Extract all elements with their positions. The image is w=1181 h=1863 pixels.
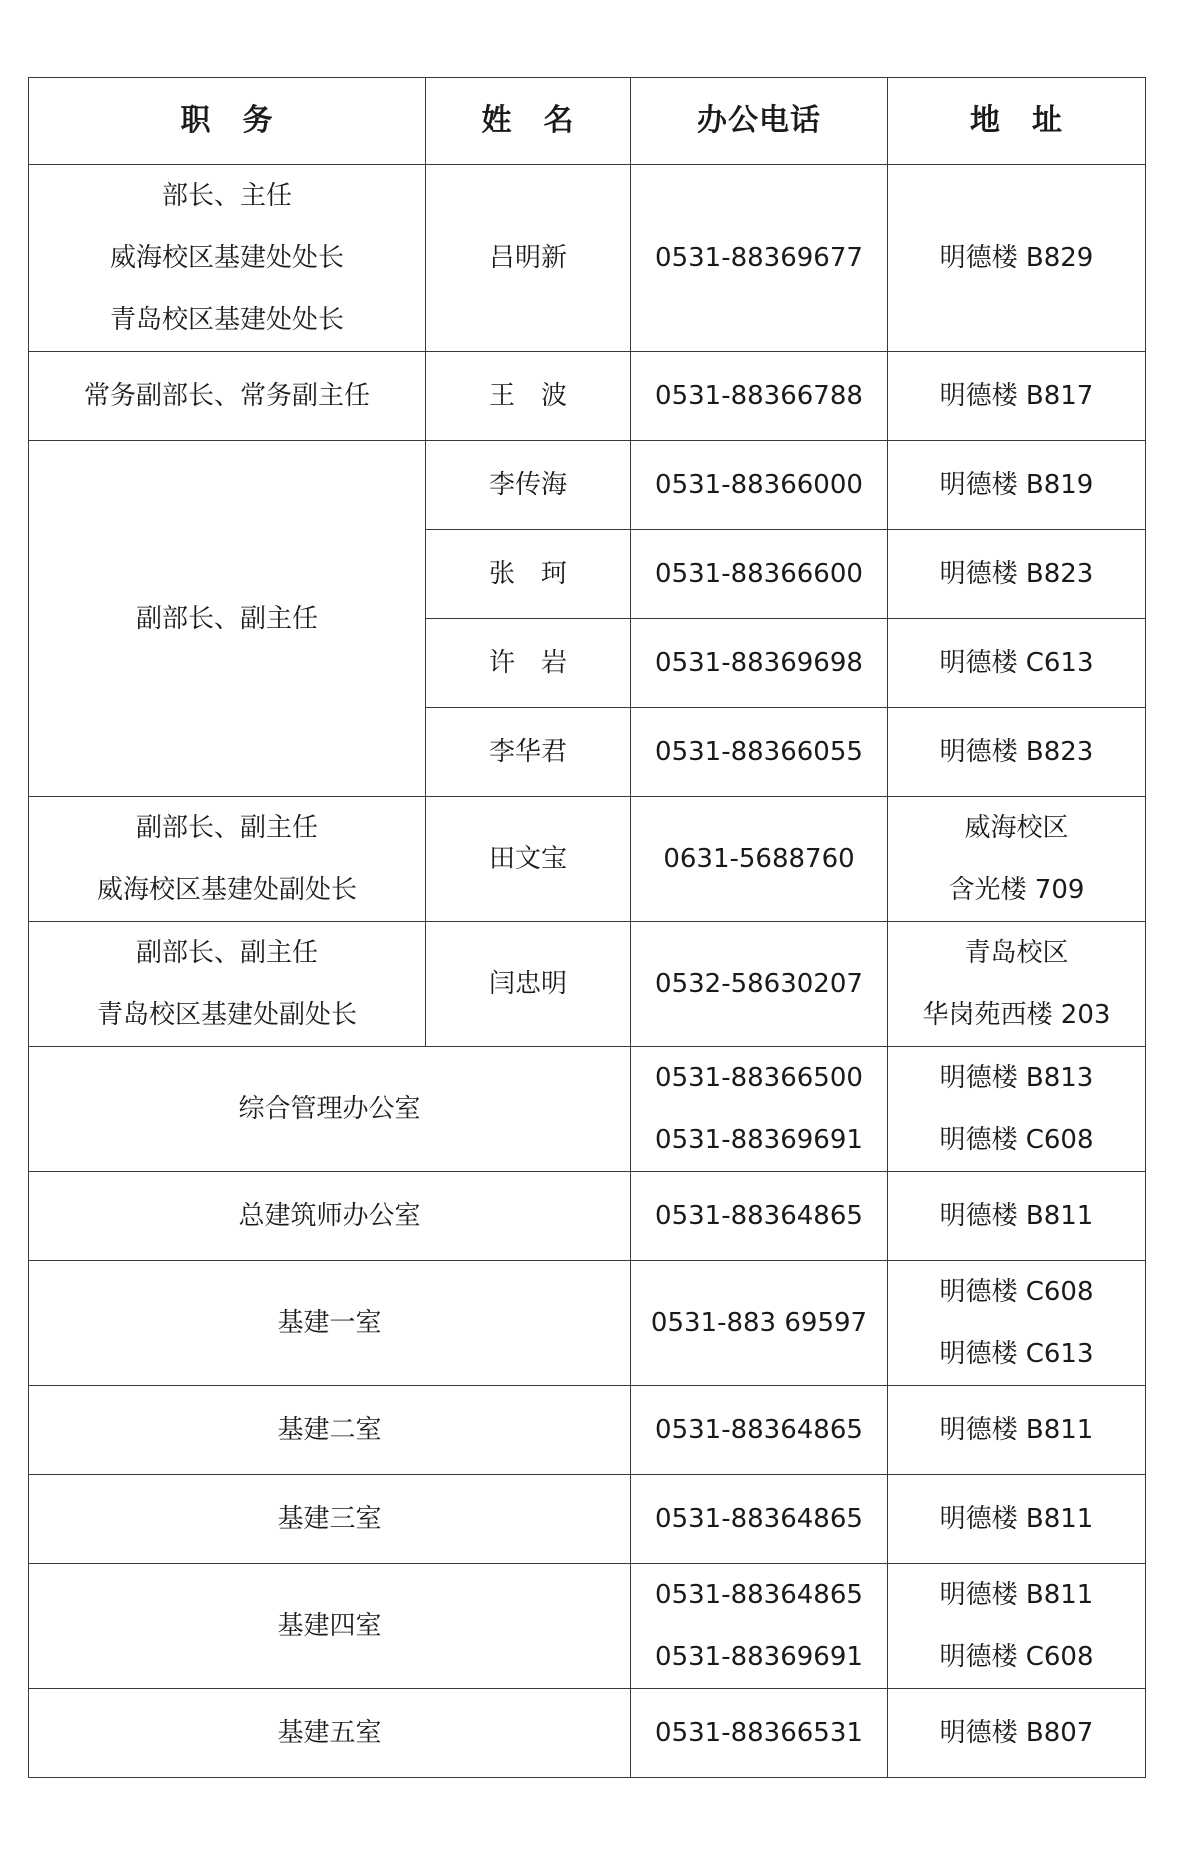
office-cell <box>29 1047 631 1172</box>
table-row <box>29 1172 1146 1261</box>
address-cell-line: 明德楼 C613 <box>939 648 1094 678</box>
phone-cell <box>631 619 888 708</box>
header-position: 职 务 <box>29 78 426 165</box>
address-cell-line: 明德楼 B817 <box>939 381 1094 411</box>
address-cell-line: 明德楼 B823 <box>939 559 1094 589</box>
position-cell-line: 青岛校区基建处处长 <box>109 305 344 335</box>
name-cell-line: 田文宝 <box>488 844 567 874</box>
phone-cell-line: 0531-88369677 <box>655 243 863 273</box>
phone-cell-line: 0631-5688760 <box>663 844 855 874</box>
phone-cell-line: 0531-883 69597 <box>650 1308 868 1338</box>
phone-cell <box>631 1475 888 1564</box>
address-cell <box>888 797 1146 922</box>
phone-cell-line: 0531-88366000 <box>655 470 863 500</box>
phone-cell-line: 0531-88364865 <box>655 1201 863 1231</box>
address-cell <box>888 165 1146 352</box>
office-cell <box>29 1261 631 1386</box>
phone-cell <box>631 1172 888 1261</box>
address-cell-line: 明德楼 B811 <box>939 1201 1094 1231</box>
phone-cell-line: 0531-88366531 <box>655 1718 863 1748</box>
address-cell-line: 明德楼 B811 <box>939 1580 1094 1610</box>
name-cell-line: 吕明新 <box>488 243 567 273</box>
address-cell <box>888 1689 1146 1778</box>
office-cell-line: 基建三室 <box>277 1504 382 1534</box>
table-row <box>29 797 1146 922</box>
address-cell-line: 明德楼 B819 <box>939 470 1094 500</box>
name-cell-line: 王 波 <box>488 381 567 411</box>
address-cell <box>888 530 1146 619</box>
position-cell-line: 部长、主任 <box>161 181 292 211</box>
name-cell <box>426 352 631 441</box>
phone-cell <box>631 1386 888 1475</box>
position-cell-line: 副部长、副主任 <box>135 603 318 634</box>
address-cell-line: 明德楼 C608 <box>939 1125 1094 1155</box>
address-cell-line: 威海校区 <box>964 813 1069 843</box>
office-cell-line: 基建四室 <box>277 1611 382 1641</box>
phone-cell-line: 0531-88369691 <box>655 1642 863 1672</box>
address-cell <box>888 1475 1146 1564</box>
office-cell <box>29 1475 631 1564</box>
office-cell-line: 基建二室 <box>277 1415 382 1445</box>
position-cell-line: 副部长、副主任 <box>135 938 318 968</box>
name-cell <box>426 708 631 797</box>
phone-cell-line: 0531-88366055 <box>655 737 863 767</box>
header-row <box>29 78 1146 165</box>
address-cell-line: 明德楼 C613 <box>939 1339 1094 1369</box>
phone-cell-line: 0531-88369691 <box>655 1125 863 1155</box>
address-cell <box>888 922 1146 1047</box>
name-cell-line: 李华君 <box>488 737 567 767</box>
office-cell-line: 基建五室 <box>277 1718 382 1748</box>
phone-cell <box>631 352 888 441</box>
address-cell-line: 含光楼 709 <box>948 875 1085 905</box>
address-cell-line: 明德楼 B823 <box>939 737 1094 767</box>
phone-cell-line: 0531-88364865 <box>655 1504 863 1534</box>
name-cell <box>426 441 631 530</box>
table-row <box>29 1564 1146 1689</box>
address-cell-line: 青岛校区 <box>964 938 1069 968</box>
address-cell <box>888 708 1146 797</box>
table-row <box>29 922 1146 1047</box>
address-cell-line: 明德楼 B813 <box>939 1063 1094 1093</box>
position-cell-line: 威海校区基建处处长 <box>109 243 344 273</box>
phone-cell <box>631 708 888 797</box>
name-cell-line: 许 岩 <box>488 648 567 678</box>
phone-cell-line: 0531-88366500 <box>655 1063 863 1093</box>
address-cell <box>888 441 1146 530</box>
phone-cell-line: 0531-88366600 <box>655 559 863 589</box>
phone-cell-line: 0531-88366788 <box>655 381 863 411</box>
name-cell <box>426 619 631 708</box>
table-body <box>29 165 1146 1778</box>
name-cell-line: 李传海 <box>488 470 567 500</box>
office-cell <box>29 1172 631 1261</box>
table-row <box>29 1261 1146 1386</box>
phone-cell <box>631 1261 888 1386</box>
address-cell <box>888 1047 1146 1172</box>
table-row <box>29 352 1146 441</box>
office-cell-line: 基建一室 <box>277 1308 382 1338</box>
position-cell <box>29 441 426 797</box>
position-cell <box>29 165 426 352</box>
office-cell <box>29 1386 631 1475</box>
address-cell-line: 明德楼 C608 <box>939 1642 1094 1672</box>
position-cell <box>29 797 426 922</box>
phone-cell <box>631 922 888 1047</box>
name-cell <box>426 797 631 922</box>
table-row <box>29 1689 1146 1778</box>
phone-cell-line: 0531-88364865 <box>655 1415 863 1445</box>
table-row <box>29 1386 1146 1475</box>
position-cell-line: 常务副部长、常务副主任 <box>83 381 370 411</box>
header-name: 姓 名 <box>426 78 631 165</box>
phone-cell <box>631 1047 888 1172</box>
position-cell-line: 威海校区基建处副处长 <box>96 875 357 905</box>
table-row <box>29 1475 1146 1564</box>
address-cell-line: 明德楼 C608 <box>939 1277 1094 1307</box>
position-cell-line: 副部长、副主任 <box>135 813 318 843</box>
phone-cell-line: 0531-88364865 <box>655 1580 863 1610</box>
name-cell <box>426 530 631 619</box>
phone-cell <box>631 1564 888 1689</box>
address-cell-line: 明德楼 B811 <box>939 1415 1094 1445</box>
phone-cell <box>631 797 888 922</box>
address-cell-line: 华岗苑西楼 203 <box>922 1000 1111 1030</box>
address-cell-line: 明德楼 B811 <box>939 1504 1094 1534</box>
address-cell <box>888 1386 1146 1475</box>
phone-cell-line: 0532-58630207 <box>655 969 863 999</box>
phone-cell <box>631 1689 888 1778</box>
address-cell <box>888 1172 1146 1261</box>
position-cell <box>29 922 426 1047</box>
header-phone: 办公电话 <box>631 78 888 165</box>
table-row <box>29 1047 1146 1172</box>
name-cell-line: 张 珂 <box>488 559 567 589</box>
office-cell <box>29 1689 631 1778</box>
phone-cell <box>631 530 888 619</box>
position-cell <box>29 352 426 441</box>
address-cell <box>888 352 1146 441</box>
header-address: 地 址 <box>888 78 1146 165</box>
address-cell-line: 明德楼 B829 <box>939 243 1094 273</box>
contact-directory-table <box>28 77 1146 1778</box>
name-cell-line: 闫忠明 <box>488 969 567 999</box>
phone-cell <box>631 441 888 530</box>
table-row <box>29 441 1146 530</box>
office-cell-line: 综合管理办公室 <box>238 1094 421 1124</box>
address-cell <box>888 1564 1146 1689</box>
office-cell-line: 总建筑师办公室 <box>238 1201 421 1231</box>
phone-cell <box>631 165 888 352</box>
office-cell <box>29 1564 631 1689</box>
phone-cell-line: 0531-88369698 <box>655 648 863 678</box>
address-cell-line: 明德楼 B807 <box>939 1718 1094 1748</box>
name-cell <box>426 165 631 352</box>
name-cell <box>426 922 631 1047</box>
address-cell <box>888 1261 1146 1386</box>
table-row <box>29 165 1146 352</box>
position-cell-line: 青岛校区基建处副处长 <box>96 1000 357 1030</box>
address-cell <box>888 619 1146 708</box>
